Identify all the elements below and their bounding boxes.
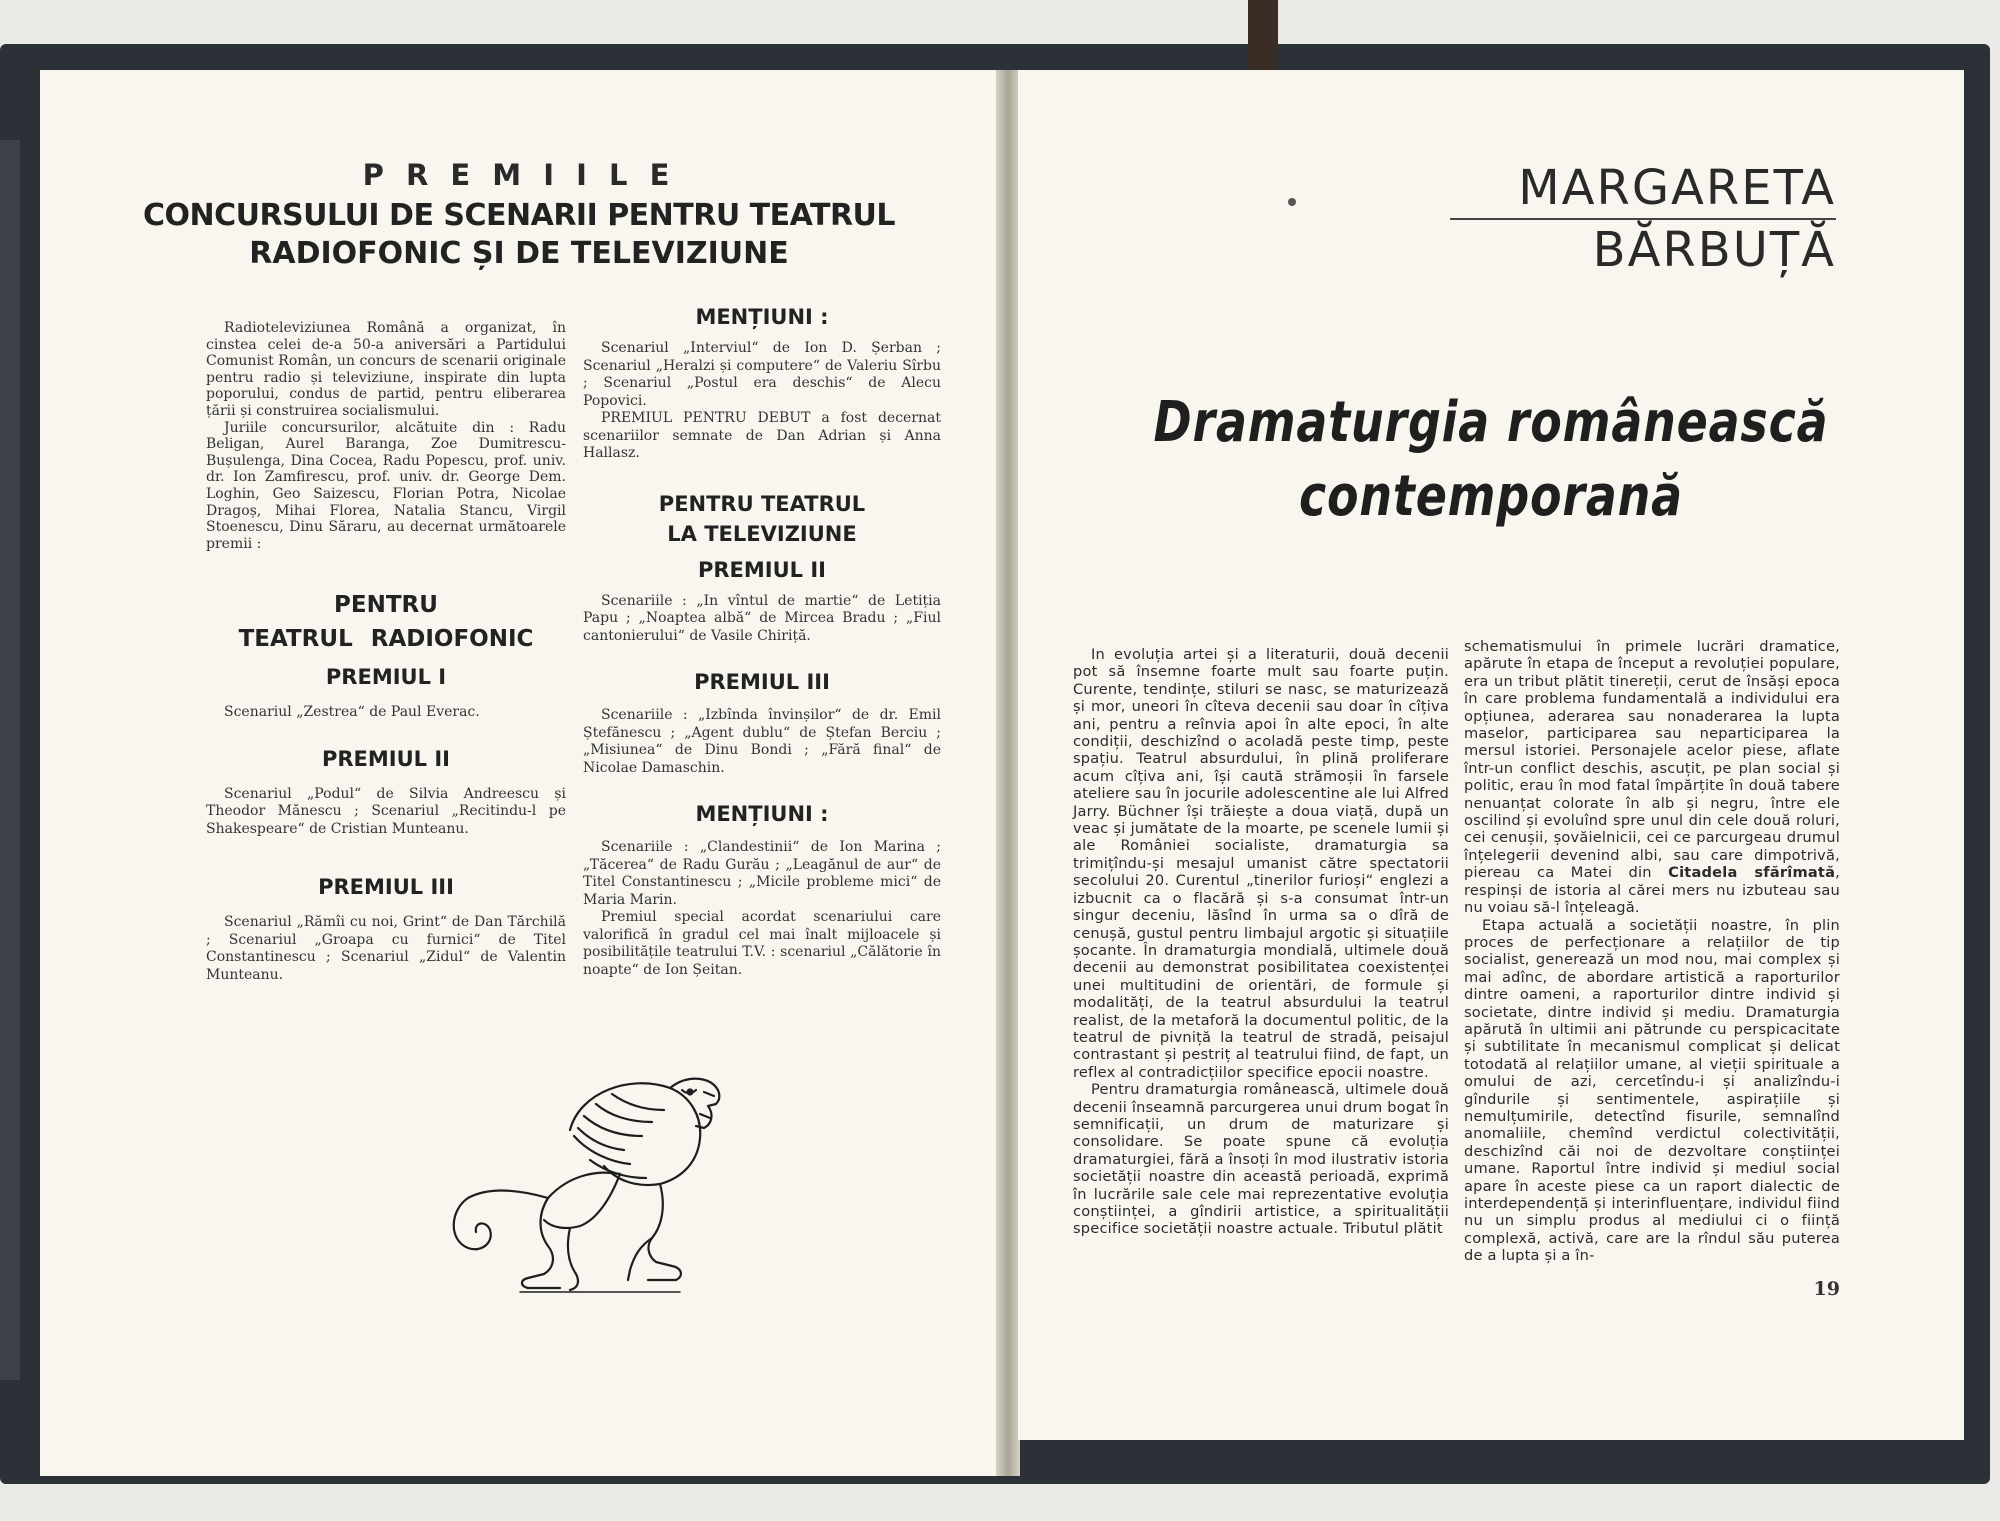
tv-premiul-2-text: Scenariile : „In vîntul de martie“ de Letiția Papu ; „Noaptea albă“ de Mircea Bradu ; „Fiul cantonierului“ de Vasile Chiriță. [583, 592, 941, 644]
article-col2-work-title: Citadela sfărîmată [1668, 864, 1836, 882]
title-line-2: CONCURSULUI DE SCENARII PENTRU TEATRUL [142, 198, 896, 233]
lion-illustration [420, 1070, 780, 1350]
tv-mentions-text-2: Premiul special acordat scenariului care valorifică în gradul cel mai înalt mijloacele și posibilitățile teatrului T.V. : scenariul „Călătorie în noapte“ de Ion Șeitan. [583, 909, 941, 978]
article-col2-paragraph-2: Etapa actuală a societății noastre, în plin proces de perfecționare a relațiilor de tip socialist, generează un mod nou, mai complex și mai adînc, de abordare artistică a raporturilor dintre oameni, a raporturilor dintre individ și societate, dintre individ și mediu. Dramaturgia apărută în ultimii ani pătrunde cu perspicacitate și subtilitate în mecanismul complicat și delicat totodată al relațiilor umane, al vieții spirituale a omului de azi, cercetîndu-i și analizîndu-i gîndurile și sentimentele, aspirațiile și nemulțumirile, detectînd fisurile, semnalînd anomaliile, chemînd verdictul colectivității, deschizînd căi noi de dezvoltare conștiinței umane. Raportul între individ și mediul social apare în aceste piese ca un raport dialectic de interdependență și interinfluențare, individul fiind nu un simplu produs al mediului ci o ființă complexă, activă, care are la rîndul său puterea de a lupta și a în- [1464, 916, 1840, 1265]
tv-premiul-3-heading: PREMIUL III [694, 670, 830, 694]
radio-mentions-text-2: PREMIUL PENTRU DEBUT a fost decernat scenariilor semnate de Dan Adrian și Anna Hallasz. [583, 410, 941, 461]
article-col2-text-b: , respinși de istoria al cărei mers nu izbuteau sau nu voiau să-l înțeleagă. [1464, 864, 1840, 917]
radio-heading-line-2: TEATRUL RADIOFONIC [238, 626, 534, 653]
intro-paragraph-2: Juriile concursurilor, alcătuite din : Radu Beligan, Aurel Baranga, Zoe Dumitrescu-Bușulenga, Dina Cocea, Radu Popescu, prof. univ. dr. Ion Zamfirescu, prof. univ. dr. George Dem. Loghin, Geo Saizescu, Florian Potra, Nicolae Dragoș, Mihai Florea, Natalia Stancu, Virgil Stoenescu, Dinu Săraru, au decernat următoarele premii : [206, 419, 566, 552]
right-page [1018, 70, 1964, 1440]
intro-paragraph-1: Radioteleviziunea Română a organizat, în cinstea celei de-a 50-a aniversări a Partidului Comunist Român, un concurs de scenarii originale pentru radio și televiziune, inspirate din lupta poporului, condus de partid, pentru eliberarea țării și construirea socialismului. [206, 320, 566, 419]
tv-mentions-heading: MENȚIUNI : [695, 802, 829, 826]
tv-premiul-2-heading: PREMIUL II [698, 557, 826, 582]
article-title-line-1: Dramaturgia românească [1153, 390, 1829, 455]
left-column-1 [206, 320, 566, 984]
radio-mentions-heading: MENȚIUNI : [695, 305, 829, 329]
bookmark-ribbon [1248, 0, 1278, 70]
radio-premiul-1-heading: PREMIUL I [325, 665, 447, 690]
tv-premiul-3-text: Scenariile : „Izbînda învinșilor“ de dr. Emil Ștefănescu ; „Agent dublu“ de Ștefan Berciu ; „Misiunea“ de Dinu Bondi ; „Fără final“ de Nicolae Damaschin. [583, 707, 941, 776]
author-rule [1450, 218, 1836, 220]
article-title-line-2: contemporană [1299, 464, 1683, 529]
cover-edge [0, 140, 20, 1380]
author-name-line-1: MARGARETA [1518, 160, 1836, 216]
article-col1-paragraph-1: In evoluția artei și a literaturii, două decenii pot să însemne foarte mult sau foarte puțin. Curente, tendințe, stiluri se nasc, se maturizează și mor, uneori în cîteva decenii sau doar în cîțiva ani, pentru a reînvia apoi în alte epoci, în alte condiții, deschizînd o acoladă peste timp, peste spațiu. Teatrul absurdului, în plină proliferare acum cîțiva ani, își caută strămoșii în farsele ateliere sau în jocurile adolescentine ale lui Alfred Jarry. Büchner își trăiește a doua viață, după un veac și jumătate de la moarte, pe scenele lumii și ale României socialiste, dramaturgia sa trimițîndu-și mesajul umanist către spectatorii secolului 20. Curentul „tinerilor furioși“ englezi a izbucnit ca o flacără și s-a consumat într-un singur deceniu, lăsînd în urma sa o dîră de cenușă, gustul pentru limbajul argotic și situațiile șocante. În dramaturgia mondială, ultimele două decenii au demonstrat posibilitatea coexistenței unei multitudini de orientări, de formule și modalități, de la teatrul absurdului la teatrul realist, de la metaforă la documentul politic, de la teatrul de pivniță la teatrul de stradă, peisajul contrastant și pestriț al teatrului fiind, de fapt, un reflex al contradicțiilor specifice epocii noastre. [1073, 646, 1449, 1081]
radio-mentions-text-1: Scenariul „Interviul“ de Ion D. Șerban ; Scenariul „Heralzi și computere“ de Valeriu Sîrbu ; Scenariul „Postul era deschis“ de Alecu Popovici. [583, 340, 941, 409]
author-name-line-2: BĂRBUȚĂ [1592, 222, 1836, 278]
radio-premiul-3-text: Scenariul „Rămîi cu noi, Grint“ de Dan Tărchilă ; Scenariul „Groapa cu furnici“ de Titel Constantinescu ; Scenariul „Zidul“ de Valentin Munteanu. [206, 914, 566, 983]
tv-heading-line-2: LA TELEVIZIUNE [667, 521, 857, 546]
title-line-3: RADIOFONIC ȘI DE TELEVIZIUNE [249, 236, 789, 271]
article-column-1 [1073, 646, 1449, 1238]
tv-heading-line-1: PENTRU TEATRUL [658, 491, 866, 516]
radio-premiul-3-heading: PREMIUL III [318, 875, 454, 900]
tv-mentions-text-1: Scenariile : „Clandestinii“ de Ion Marina ; „Tăcerea“ de Radu Gurău ; „Leagănul de aur“ de Titel Constantinescu ; „Micile probleme mici“ de Maria Marin. [583, 839, 941, 908]
title-line-1: P R E M I I L E [362, 158, 676, 192]
article-col2-text-a: schematismului în primele lucrări dramatice, apărute în etapa de început a revoluției populare, era un tribut plătit tinereții, cerut de însăși epoca în care problema fundamentală a individului era opțiunea, aderarea sau nonaderarea la lupta maselor, participarea sau neparticiparea la mersul istoriei. Personajele acelor piese, aflate într-un conflict deschis, ascuțit, pe plan social și politic, erau în mod fatal împărțite în două tabere nenuanțat colorate în alb și negru, între ele oscilind și evoluînd spre unul din cele două roluri, cei cenușii, șovăielnicii, cei ce parcurgeau drumul înțelegerii devenind albi, sau care dimpotrivă, piereau ca Matei din [1464, 638, 1840, 882]
page-number: 19 [1813, 1278, 1840, 1300]
article-col2-paragraph-1 [1464, 638, 1840, 917]
radio-premiul-1-text: Scenariul „Zestrea“ de Paul Everac. [224, 704, 480, 721]
left-column-2 [583, 302, 941, 979]
article-col1-paragraph-2: Pentru dramaturgia românească, ultimele două decenii înseamnă parcurgerea unui drum bogat în semnificații, un drum de maturizare și consolidare. Se poate spune că evoluția dramaturgiei, fără a însoți în mod ilustrativ istoria societății noastre din această perioadă, exprimă în lucrările sale cele mai reprezentative evoluția conștiinței, a gîndirii artistice, a spiritualității specifice societății noastre actuale. Tributul plătit [1073, 1081, 1449, 1238]
article-column-2 [1464, 638, 1840, 1265]
left-page [40, 70, 1000, 1476]
radio-heading-line-1: PENTRU [334, 592, 438, 619]
radio-premiul-2-text: Scenariul „Podul“ de Silvia Andreescu și Theodor Mănescu ; Scenariul „Recitindu-l pe Shakespeare“ de Cristian Munteanu. [206, 785, 566, 837]
page-gutter [996, 70, 1020, 1476]
radio-premiul-2-heading: PREMIUL II [322, 746, 450, 771]
